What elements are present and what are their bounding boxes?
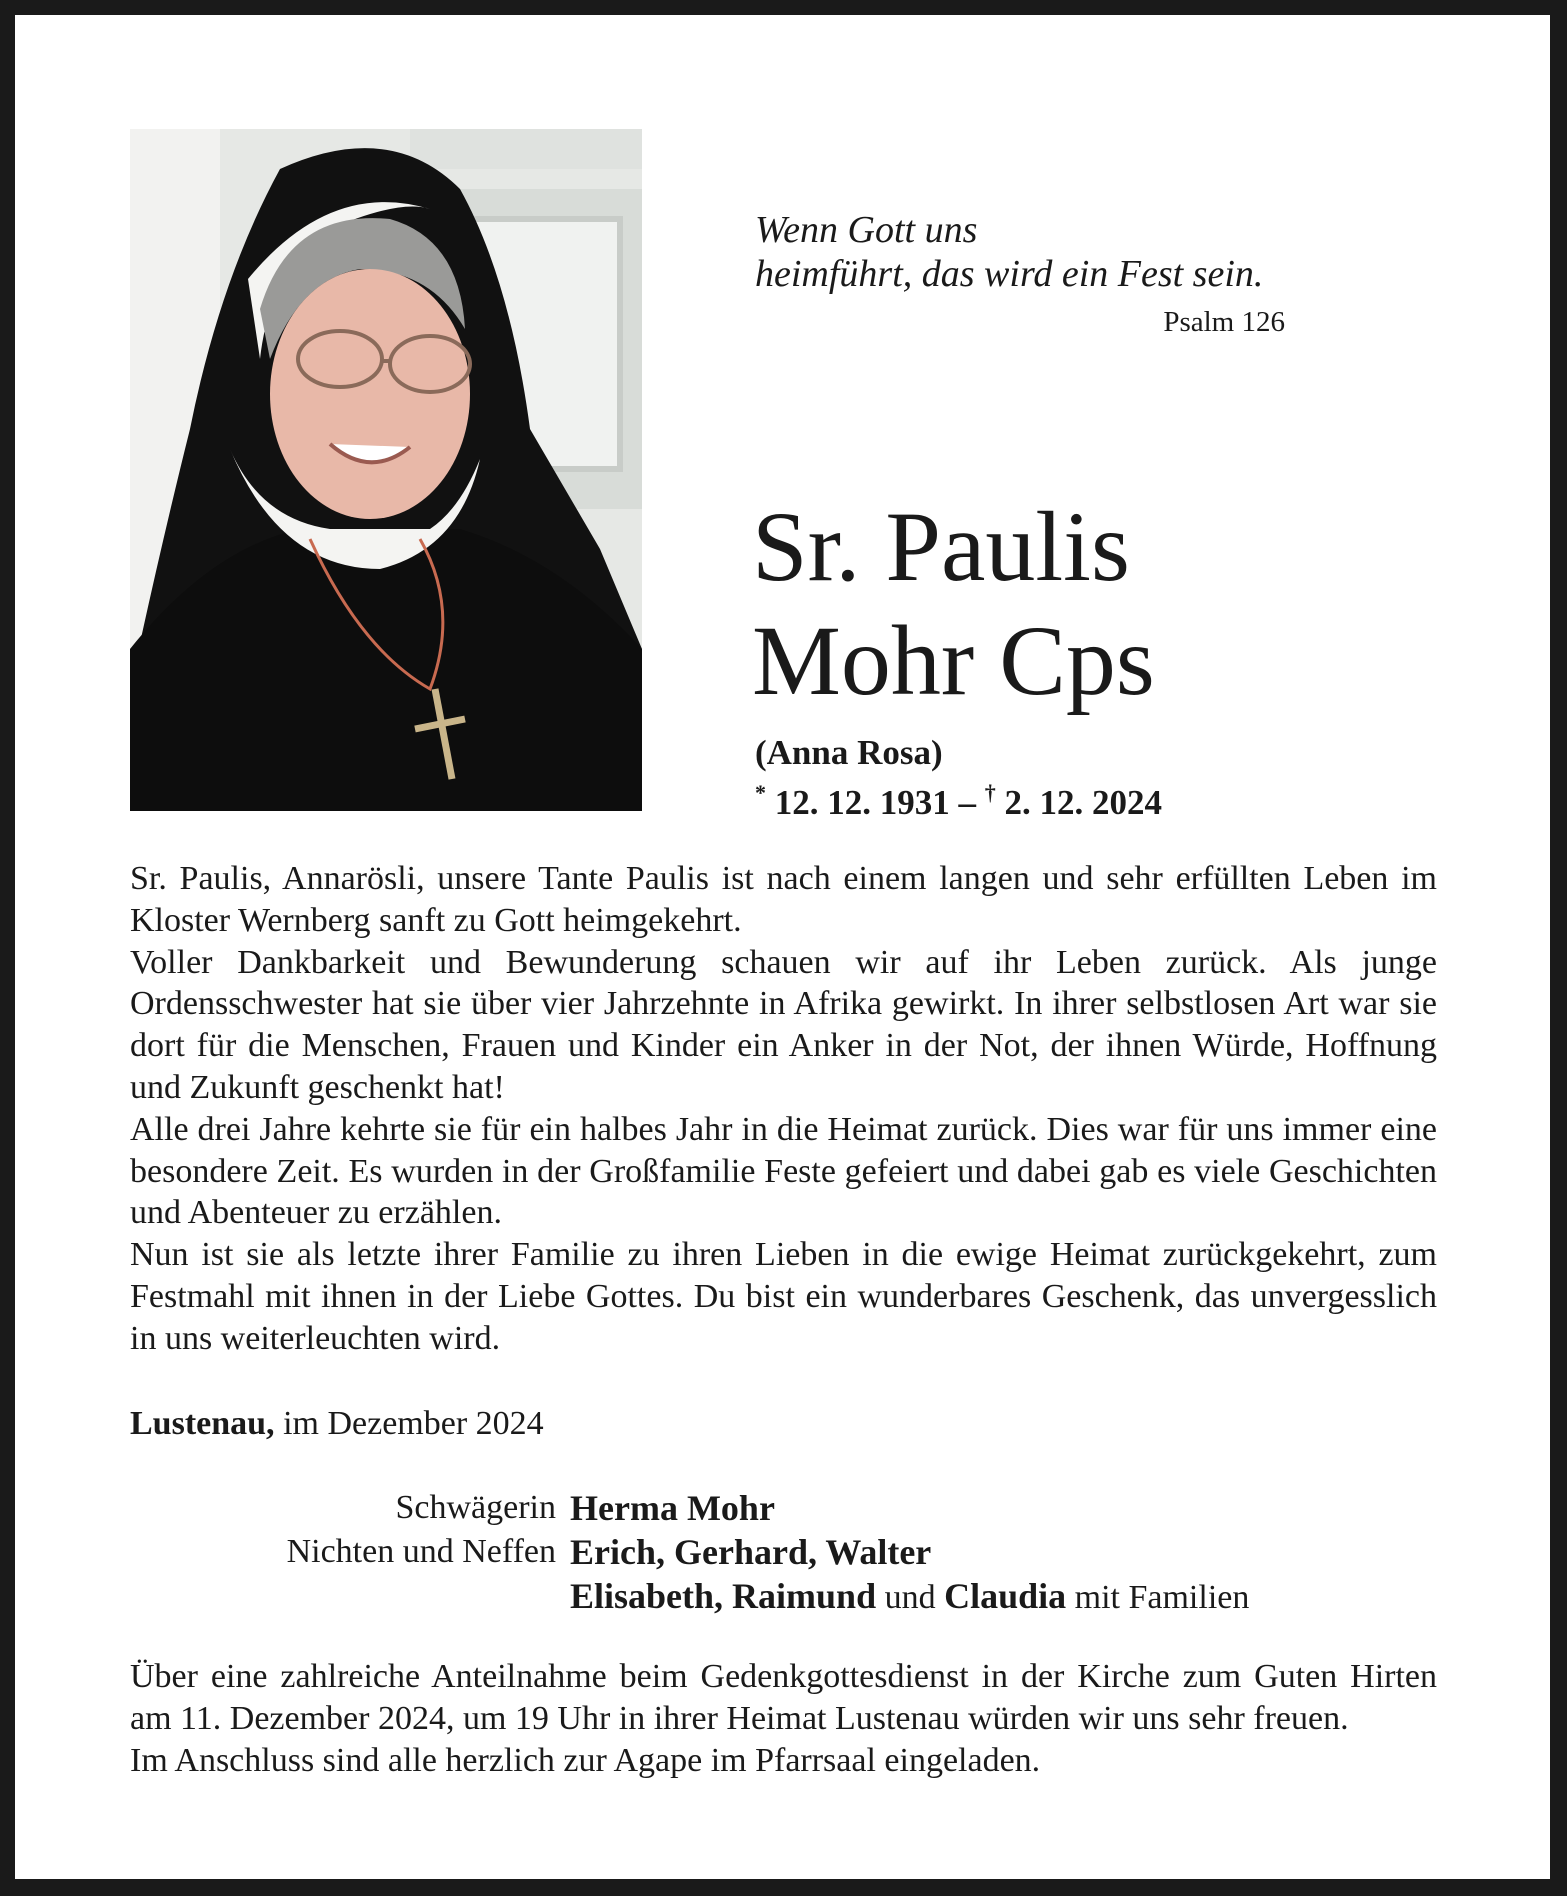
family-list [130,1487,1430,1619]
body-paragraph-1: Sr. Paulis, Annarösli, unsere Tante Paulis ist nach einem langen und sehr erfüllten Leben im Kloster Wernberg sanft zu Gott heimgekehrt. [130,860,1437,939]
birth-name: (Anna Rosa) [755,733,943,772]
quote [755,208,1295,296]
body-paragraph-2: Voller Dankbarkeit und Bewunderung schauen wir auf ihr Leben zurück. Als junge Ordensschwester hat sie über vier Jahrzehnte in Afrika gewirkt. In ihrer selbstlosen Art war sie dort für die Menschen, Frauen und Kinder ein Anker in der Not, der ihnen Würde, Hoffnung und Zukunft geschenkt hat! [130,943,1437,1106]
family-label: Nichten und Neffen [286,1533,556,1570]
family-names: Erich, Gerhard, Walter [570,1532,932,1572]
body-paragraph-4: Nun ist sie als letzte ihrer Familie zu ihren Lieben in die ewige Heimat zurückgekehrt, zum Festmahl mit ihnen in der Liebe Gottes. Du bist ein wunderbares Geschenk, das unvergesslich in uns weiterleuchten wird. [130,1236,1437,1357]
footer-paragraph-2: Im Anschluss sind alle herzlich zur Agape im Pfarrsaal eingeladen. [130,1741,1041,1779]
family-suffix: mit Familien [1074,1579,1250,1616]
service-notice [130,1656,1437,1781]
quote-line-1: Wenn Gott uns [755,209,978,251]
family-and: und [884,1579,936,1616]
portrait-illustration [130,129,642,811]
body-paragraph-3: Alle drei Jahre kehrte sie für ein halbes Jahr in die Heimat zurück. Dies war für uns immer eine besondere Zeit. Es wurden in der Großfamilie Feste gefeiert und dabei gab es viele Geschichten und Abenteuer zu erzählen. [130,1110,1437,1232]
name-line-2: Mohr Cps [752,605,1155,716]
quote-source: Psalm 126 [1163,306,1285,338]
family-row [130,1575,1430,1619]
place-date [130,1405,544,1443]
quote-line-2: heimführt, das wird ein Fest sein. [755,253,1264,295]
footer-paragraph-1: Über eine zahlreiche Anteilnahme beim Gedenkgottesdienst in der Kirche zum Guten Hirten am 11. Dezember 2024, um 19 Uhr in ihrer Heimat Lustenau würden wir uns sehr freuen. [130,1658,1437,1737]
death-date: 2. 12. 2024 [1004,783,1162,822]
family-label: Schwägerin [395,1489,556,1526]
family-names: Herma Mohr [570,1488,775,1528]
name-line-1: Sr. Paulis [752,491,1130,602]
obituary-text [130,858,1437,1360]
portrait-photo [130,129,642,811]
place-city: Lustenau, [130,1405,275,1442]
birth-symbol: * [755,780,766,805]
deceased-name [752,490,1452,718]
death-symbol: † [984,780,996,805]
life-dates [755,780,1162,823]
family-row [130,1487,1430,1531]
family-names: Claudia [944,1576,1067,1616]
date-separator: – [958,783,976,822]
place-month: im Dezember 2024 [283,1405,544,1442]
family-names: Elisabeth, Raimund [570,1576,877,1616]
birth-date: 12. 12. 1931 [774,783,950,822]
family-row [130,1531,1430,1575]
